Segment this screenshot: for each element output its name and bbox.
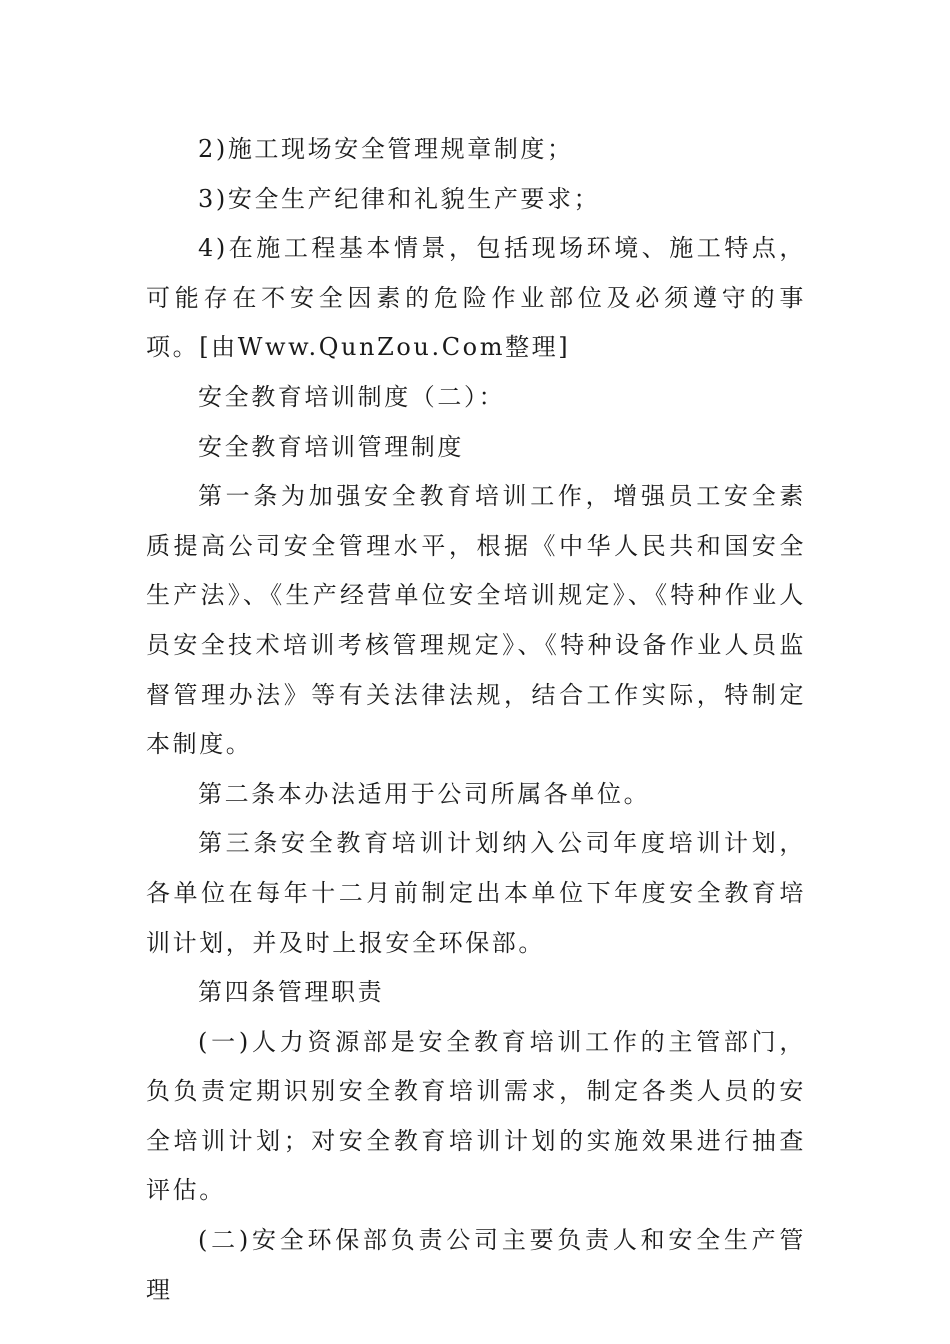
article-4-item-1: (一)人力资源部是安全教育培训工作的主管部门，负负责定期识别安全教育培训需求，制定各类人员的安全培训计划；对安全教育培训计划的实施效果进行抽查评估。 xyxy=(146,1027,806,1205)
regulation-title: 安全教育培训管理制度 xyxy=(198,432,464,461)
article-4-item-2: (二)安全环保部负责公司主要负责人和安全生产管理 xyxy=(146,1226,806,1304)
section-heading-2: 安全教育培训制度（二）： xyxy=(198,382,506,411)
article-1: 第一条为加强安全教育培训工作，增强员工安全素质提高公司安全管理水平，根据《中华人民共和国安全生产法》、《生产经营单位安全培训规定》、《特种作业人员安全技术培训考核管理规定》、《特种设备作业人员监督管理办法》等有关法律法规，结合工作实际，特制定本制度。 xyxy=(146,482,806,759)
article-3: 第三条安全教育培训计划纳入公司年度培训计划，各单位在每年十二月前制定出本单位下年度安全教育培训计划，并及时上报安全环保部。 xyxy=(146,829,806,957)
document-page xyxy=(146,125,806,1315)
paragraph-item-4: 4)在施工程基本情景，包括现场环境、施工特点，可能存在不安全因素的危险作业部位及必须遵守的事项。[由Www.QunZou.Com整理] xyxy=(146,234,806,362)
paragraph-item-2: 2)施工现场安全管理规章制度； xyxy=(198,135,574,163)
article-4-heading: 第四条管理职责 xyxy=(198,978,385,1007)
paragraph-item-3: 3)安全生产纪律和礼貌生产要求； xyxy=(198,184,601,213)
article-2: 第二条本办法适用于公司所属各单位。 xyxy=(198,779,651,808)
